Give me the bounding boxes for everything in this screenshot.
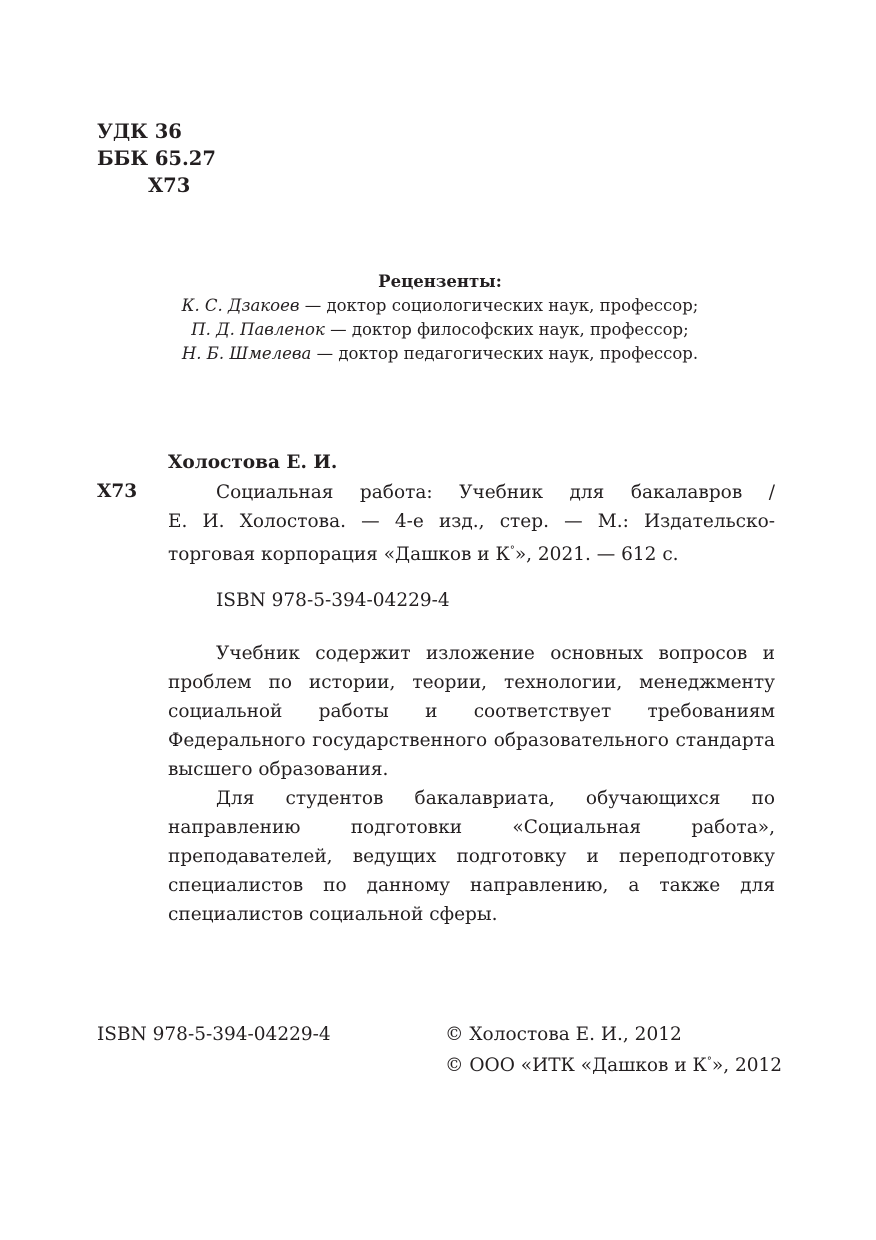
degree-mark: °: [706, 1056, 712, 1067]
footer-copyright-author: © Холостова Е. И., 2012: [445, 1024, 682, 1045]
footer-isbn: ISBN 978-5-394-04229-4: [97, 1024, 331, 1045]
degree-mark: °: [509, 545, 515, 556]
reviewers-heading: Рецензенты:: [378, 272, 502, 291]
annotation-paragraph: Учебник содержит изложение основных вопросов и проблем по истории, теории, технологии, менеджменту социальной работы и соответствует требованиям Федерального государственного образовательного стандарта высшего образования.: [168, 643, 775, 780]
footer-copyright-publisher: [445, 1047, 782, 1080]
reviewer-name: Н. Б. Шмелева: [181, 344, 312, 363]
bib-isbn: ISBN 978-5-394-04229-4: [216, 590, 450, 611]
bib-description: [168, 478, 775, 569]
bib-line: [168, 536, 775, 569]
copyright-text: © ООО «ИТК «Дашков и К: [445, 1055, 707, 1077]
reviewer-name: К. С. Дзакоев: [181, 296, 300, 315]
annotation-paragraph: Для студентов бакалавриата, обучающихся по направлению подготовки «Социальная работа», преподавателей, ведущих подготовку и переподготовку специалистов по данному направлению, а также для специалистов социальной сферы.: [168, 788, 775, 925]
reviewer-desc: — доктор социологических наук, профессор;: [299, 296, 699, 315]
bib-author: Холостова Е. И.: [168, 452, 338, 473]
bib-line: Социальная работа: Учебник для бакалавров /: [216, 482, 775, 503]
reviewers-block: [120, 270, 760, 366]
copyright-text: », 2012: [711, 1055, 783, 1077]
bib-line-text: », 2021. — 612 с.: [514, 544, 679, 566]
bbk-code: ББК 65.27: [97, 147, 216, 170]
reviewer-desc: — доктор педагогических наук, профессор.: [311, 344, 699, 363]
reviewer-desc: — доктор философских наук, профессор;: [324, 320, 689, 339]
reviewer-line: [120, 318, 760, 342]
reviewer-line: [120, 294, 760, 318]
reviewer-line: [120, 342, 760, 366]
bib-line-text: торговая корпорация «Дашков и К: [168, 544, 510, 566]
reviewer-name: П. Д. Павленок: [191, 320, 325, 339]
bib-line: Е. И. Холостова. — 4-е изд., стер. — М.: Издательско-: [168, 511, 775, 532]
bib-margin-mark: Х73: [97, 481, 138, 502]
udk-code: УДК 36: [97, 120, 182, 143]
annotation: [168, 639, 775, 929]
author-mark: Х73: [148, 174, 191, 197]
